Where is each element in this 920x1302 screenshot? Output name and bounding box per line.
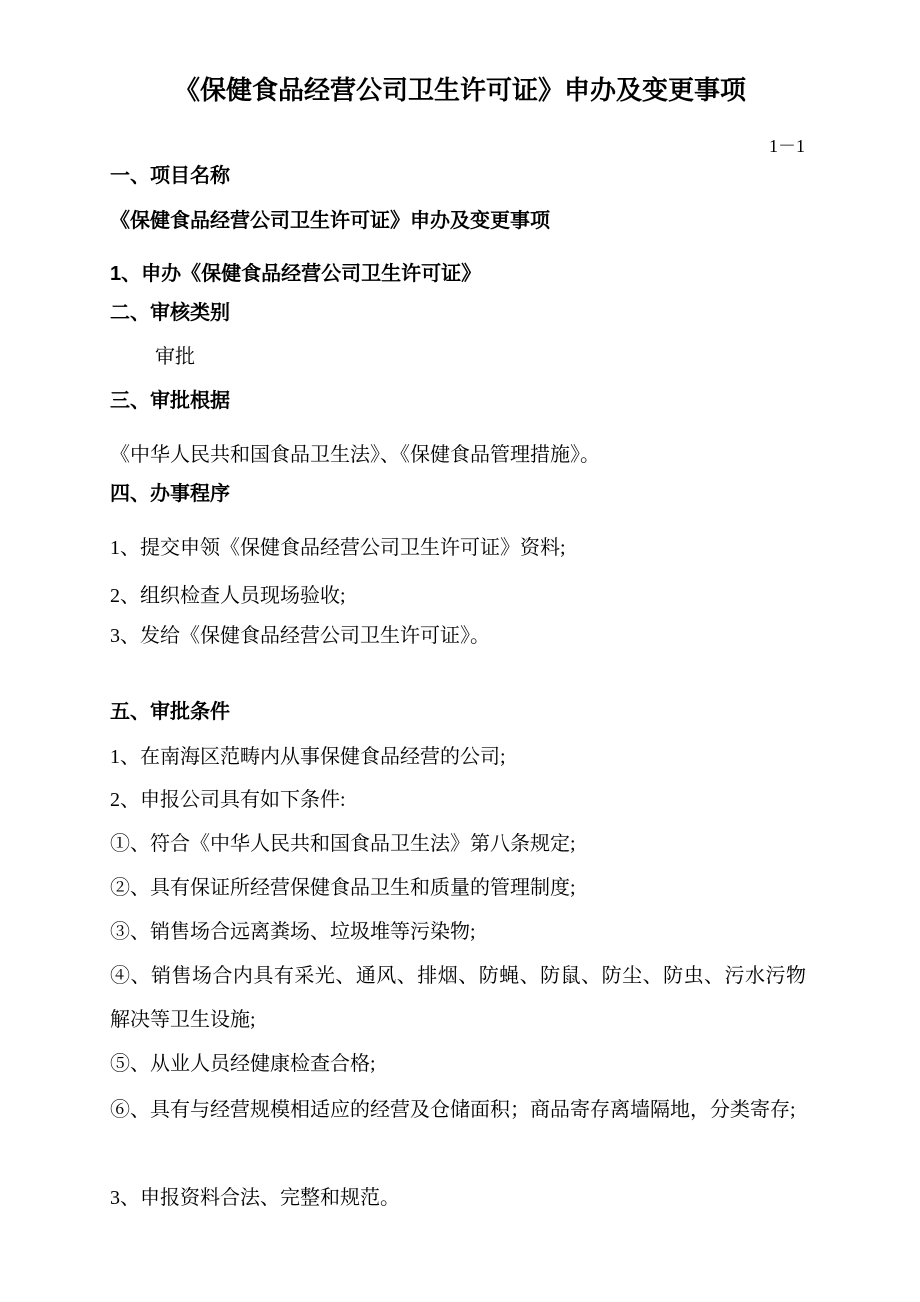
procedure-item: 2、组织检查人员现场验收; [110,585,346,607]
condition-item: 2、申报公司具有如下条件: [110,789,346,811]
section-2-heading: 二、审核类别 [110,302,230,324]
project-name: 《保健食品经营公司卫生许可证》申办及变更事项 [110,210,550,232]
project-item: 1、申办《保健食品经营公司卫生许可证》 [110,263,482,285]
approval-basis: 《中华人民共和国食品卫生法》、《保健食品管理措施》。 [110,444,600,466]
review-category: 审批 [155,346,195,368]
condition-item: ③、销售场合远离粪场、垃圾堆等污染物; [110,921,476,943]
section-3-heading: 三、审批根据 [110,390,230,412]
section-4-heading: 四、办事程序 [110,483,230,505]
document-title: 《保健食品经营公司卫生许可证》申办及变更事项 [173,75,746,105]
condition-item: 1、在南海区范畴内从事保健食品经营的公司; [110,746,506,768]
page-number: 1－1 [769,136,805,156]
section-1-heading: 一、项目名称 [110,165,230,187]
condition-item: ④、销售场合内具有采光、通风、排烟、防蝇、防鼠、防尘、防虫、污水污物解决等卫生设施; [110,965,806,1031]
condition-item: ①、符合《中华人民共和国食品卫生法》第八条规定; [110,833,576,855]
procedure-item: 1、提交申领《保健食品经营公司卫生许可证》资料; [110,537,566,559]
procedure-item: 3、发给《保健食品经营公司卫生许可证》。 [110,625,490,647]
condition-item: ②、具有保证所经营保健食品卫生和质量的管理制度; [110,877,576,899]
section-5-heading: 五、审批条件 [110,701,230,723]
condition-item: ⑥、具有与经营规模相适应的经营及仓储面积；商品寄存离墙隔地，分类寄存; [110,1099,796,1121]
condition-item: ⑤、从业人员经健康检查合格; [110,1053,376,1075]
condition-item: 3、申报资料合法、完整和规范。 [110,1187,400,1209]
